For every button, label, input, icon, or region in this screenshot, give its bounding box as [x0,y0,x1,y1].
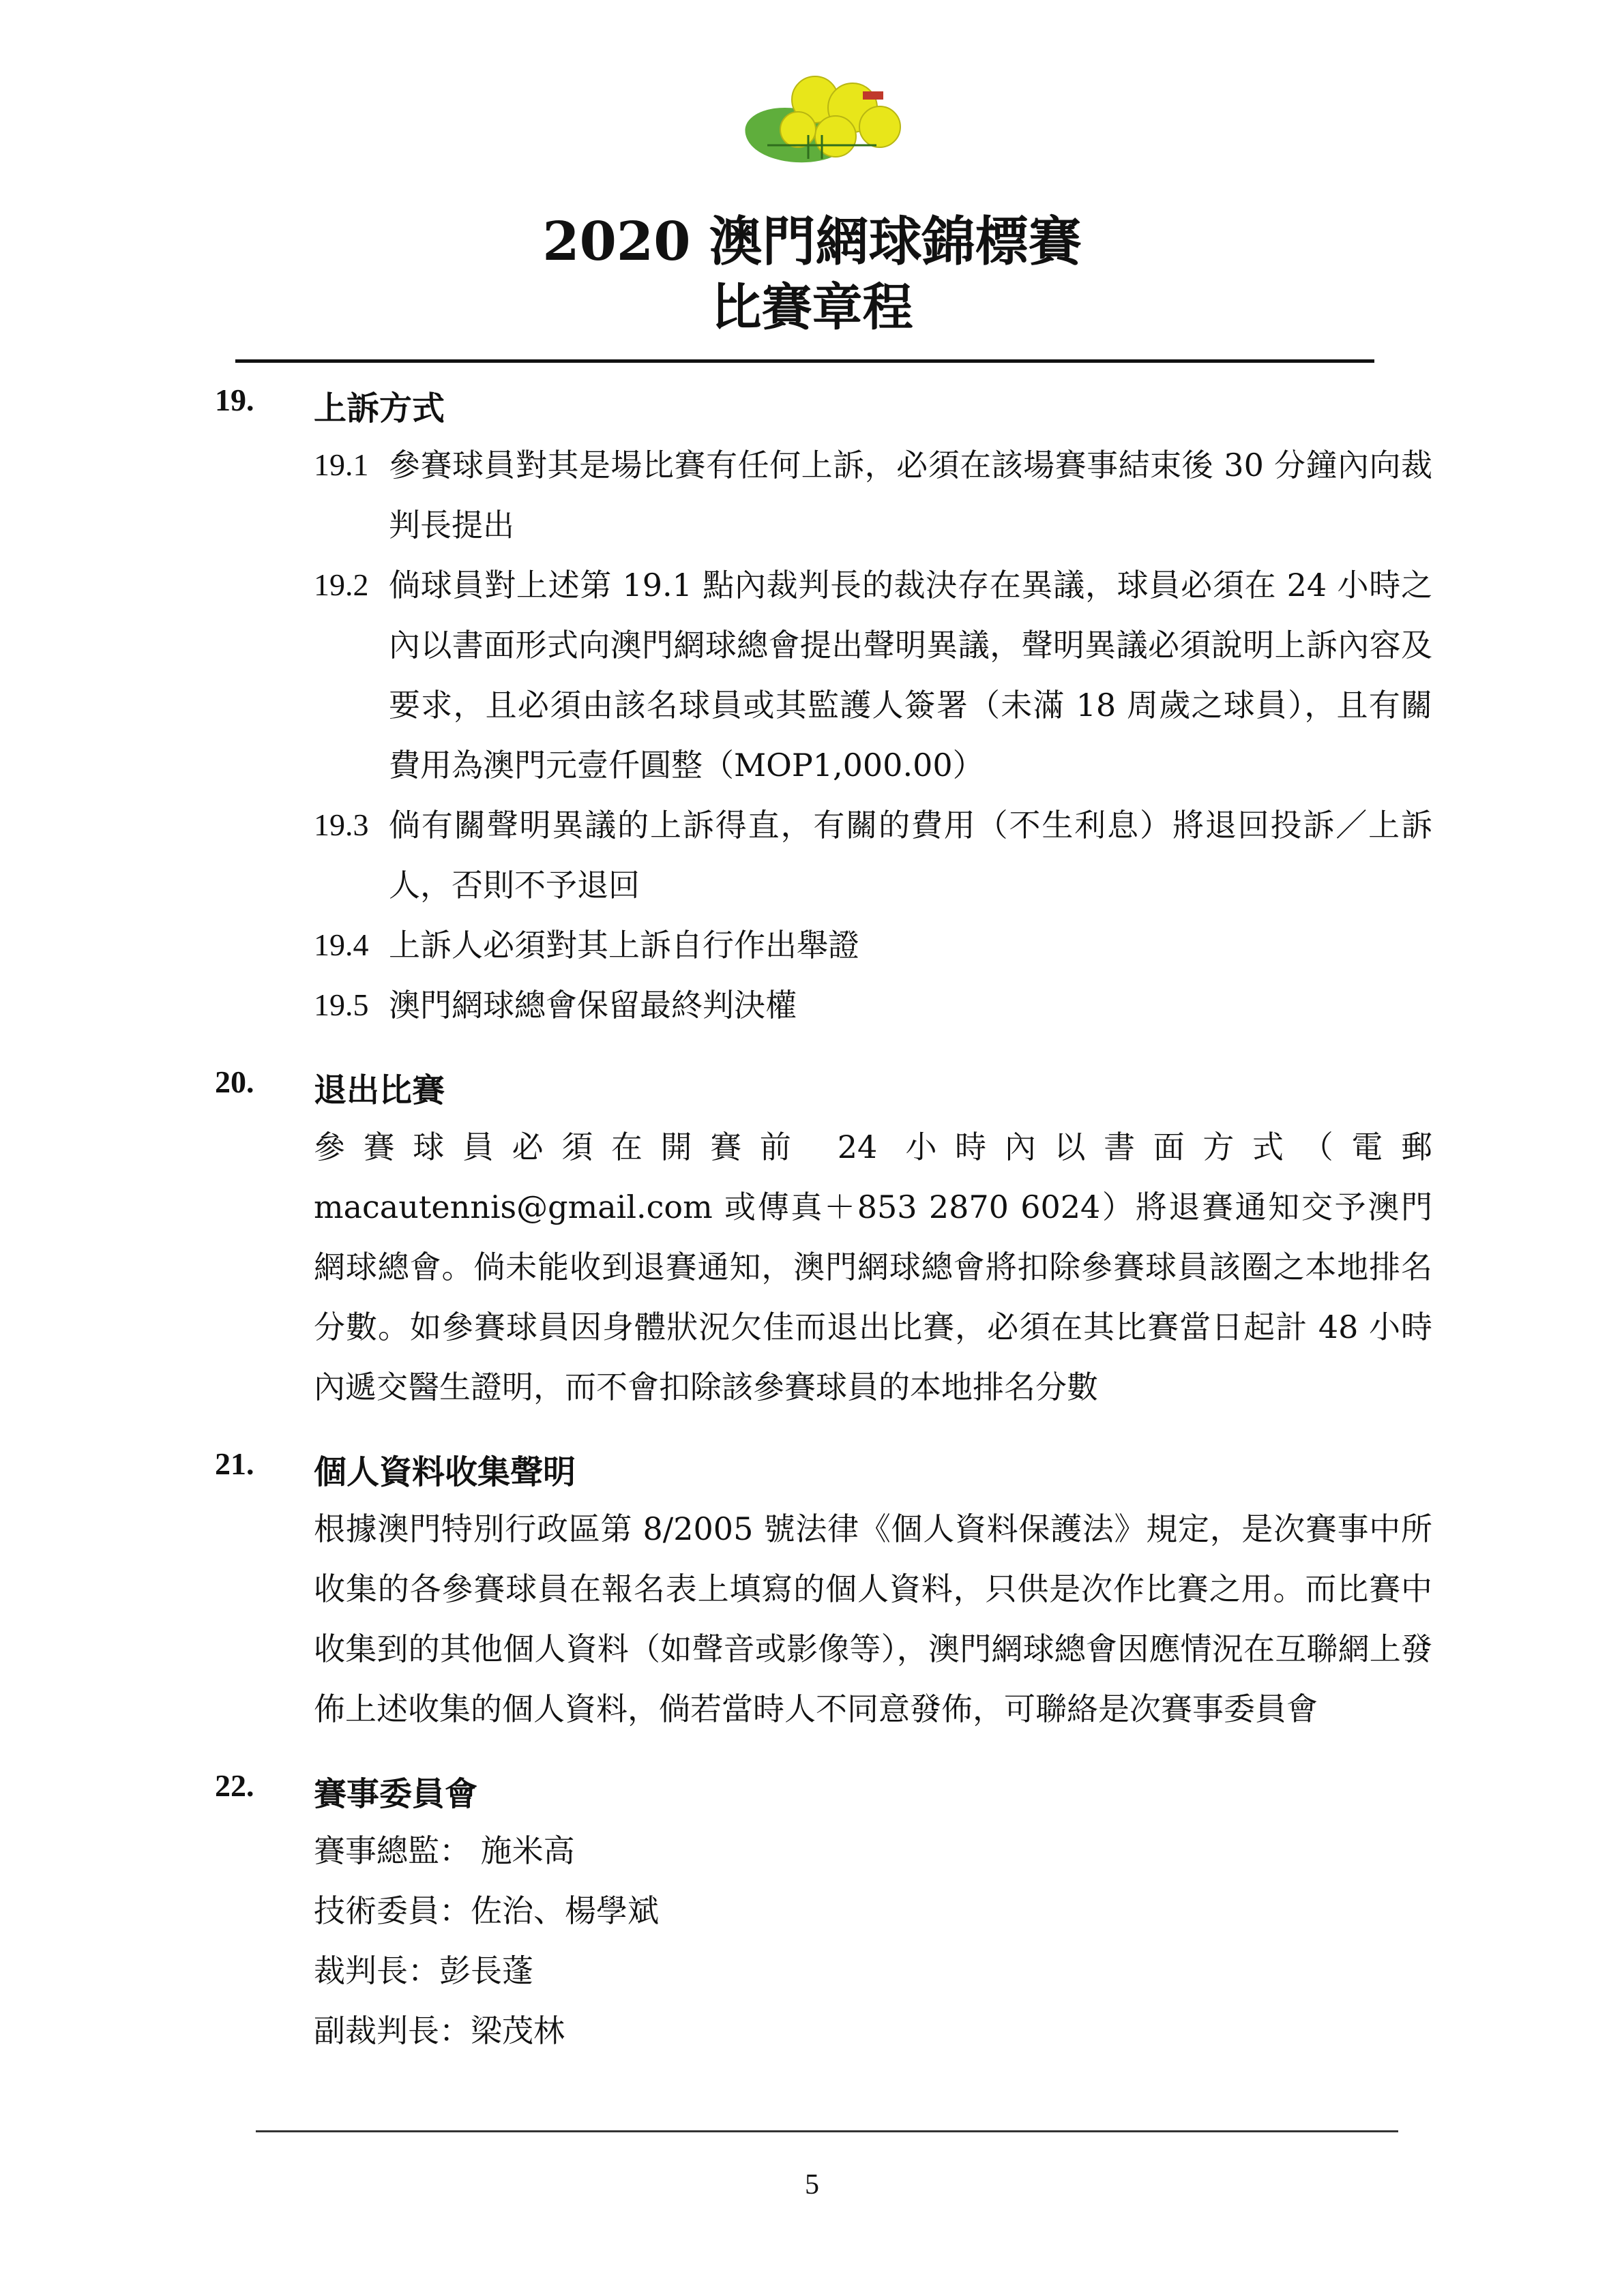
committee-member: 技術委員：佐治、楊學斌 [314,1892,659,1929]
section-title: 退出比賽 [314,1071,445,1109]
section-heading [0,1761,1624,1821]
section-number: 19. [215,383,254,417]
section-21 [0,1439,1624,1739]
clause-item [314,435,1432,555]
section-number: 21. [215,1446,254,1481]
clause-number: 19.1 [314,447,369,482]
clause-text: 倘有關聲明異議的上訴得直，有關的費用（不生利息）將退回投訴／上訴人，否則不予退回 [389,807,1432,904]
section-title: 個人資料收集聲明 [314,1453,576,1491]
section-number: 20. [215,1064,254,1099]
section-number: 22. [215,1768,254,1803]
clause-item [314,555,1432,795]
clause-number: 19.2 [314,567,369,602]
section-19 [0,375,1624,1035]
clause-number: 19.3 [314,807,369,842]
committee-member: 裁判長：彭長蓬 [314,1952,533,1989]
document-title: 2020 澳門網球錦標賽 [542,211,1082,273]
clause-number: 19.4 [314,927,369,962]
clause-item [314,975,1432,1035]
clause-item [314,795,1432,915]
clause-text: 澳門網球總會保留最終判決權 [389,987,797,1024]
committee-member: 副裁判長：梁茂林 [314,2012,565,2049]
header-divider [235,359,1374,363]
clause-text: 上訴人必須對其上訴自行作出舉證 [389,927,859,964]
footer-divider [256,2130,1398,2132]
document-subtitle: 比賽章程 [711,278,913,337]
clause-item [314,915,1432,975]
clause-text: 參賽球員對其是場比賽有任何上訴，必須在該場賽事結束後 30 分鐘內向裁判長提出 [389,447,1432,543]
section-title: 上訴方式 [314,389,445,428]
document-body [0,375,1624,2083]
section-title: 賽事委員會 [314,1775,478,1813]
section-heading [0,375,1624,435]
clause-number: 19.5 [314,987,369,1022]
section-heading [0,1439,1624,1499]
committee-member: 賽事總監： 施米高 [314,1832,575,1869]
section-20 [0,1057,1624,1417]
association-logo [733,74,911,169]
section-paragraph: 參賽球員必須在開賽前 24 小時內以書面方式（電郵 macautennis@gmail.com 或傳真＋853 2870 6024）將退賽通知交予澳門網球總會。倘未能收到退賽通知，澳門網球總會將扣除參賽球員該圈之本地排名分數。如參賽球員因身體狀況欠佳而退出比賽，必須在其比賽當日起計 48 小時內遞交醫生證明，而不會扣除該參賽球員的本地排名分數 [314,1129,1432,1405]
page-number: 5 [805,2169,819,2201]
section-heading [0,1057,1624,1117]
clause-text: 倘球員對上述第 19.1 點內裁判長的裁決存在異議，球員必須在 24 小時之內以書面形式向澳門網球總會提出聲明異議，聲明異議必須說明上訴內容及要求，且必須由該名球員或其監護人簽署（未滿 18 周歲之球員），且有關費用為澳門元壹仟圓整（MOP1,000.00） [389,567,1432,784]
section-22 [0,1761,1624,2061]
section-paragraph: 根據澳門特別行政區第 8/2005 號法律《個人資料保護法》規定，是次賽事中所收集的各參賽球員在報名表上填寫的個人資料，只供是次作比賽之用。而比賽中收集到的其他個人資料（如聲音或影像等），澳門網球總會因應情況在互聯網上發佈上述收集的個人資料，倘若當時人不同意發佈，可聯絡是次賽事委員會 [314,1510,1432,1727]
